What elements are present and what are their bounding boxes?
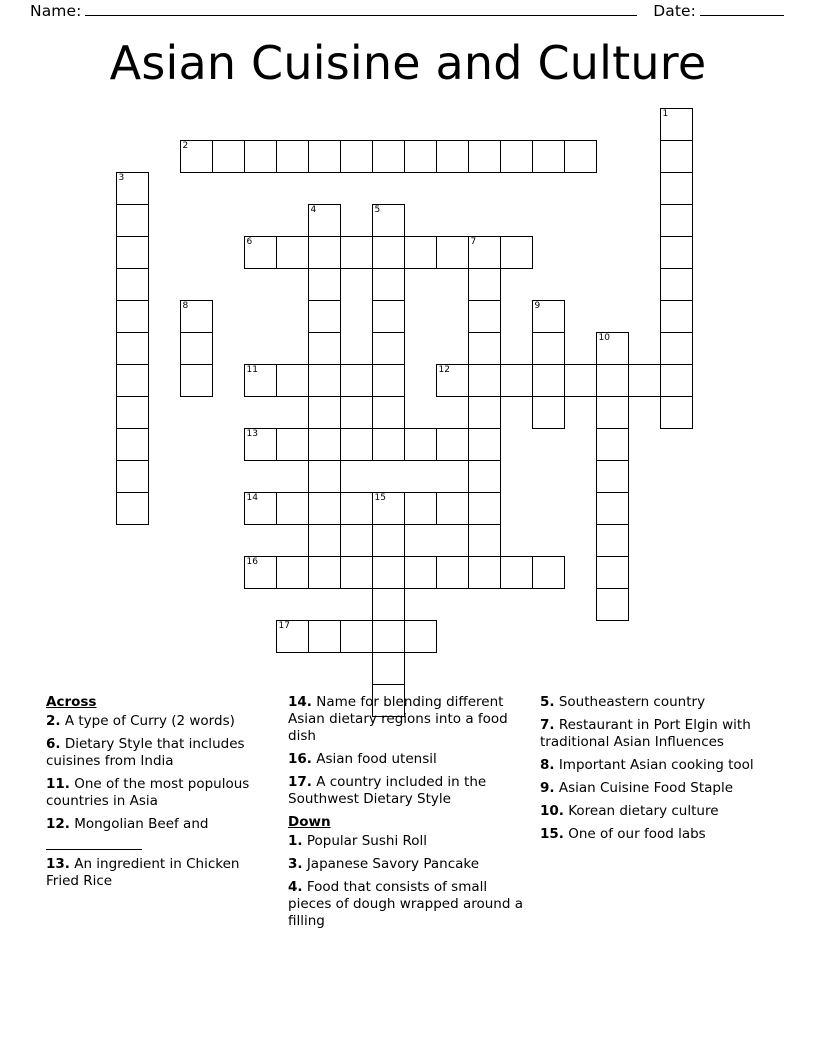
grid-cell[interactable] — [308, 204, 341, 237]
clue-number: 9. — [540, 780, 555, 796]
grid-cell-number: 2 — [182, 141, 189, 151]
grid-cell[interactable] — [116, 396, 149, 429]
grid-cell[interactable] — [244, 492, 277, 525]
clue-number: 15. — [540, 826, 564, 842]
clues-column-2 — [288, 694, 540, 984]
grid-cell[interactable] — [308, 428, 341, 461]
clue-text: Name for blending different Asian dietary regions into a food dish — [288, 694, 508, 744]
grid-cell[interactable] — [276, 556, 309, 589]
grid-cell[interactable] — [468, 332, 501, 365]
clue-number: 1. — [288, 833, 303, 849]
grid-cell[interactable] — [116, 364, 149, 397]
grid-cell[interactable] — [340, 140, 373, 173]
grid-cell[interactable] — [180, 300, 213, 333]
grid-cell[interactable] — [372, 524, 405, 557]
clue-across-13 — [46, 856, 272, 890]
grid-cell[interactable] — [404, 556, 437, 589]
name-date-line — [30, 2, 786, 20]
grid-cell[interactable] — [532, 332, 565, 365]
clue-down-1 — [288, 833, 524, 850]
grid-cell[interactable] — [116, 492, 149, 525]
grid-cell[interactable] — [340, 364, 373, 397]
grid-cell[interactable] — [468, 268, 501, 301]
grid-cell[interactable] — [372, 620, 405, 653]
clue-number: 4. — [288, 879, 303, 895]
grid-cell[interactable] — [404, 428, 437, 461]
clue-text: One of our food labs — [568, 826, 706, 842]
grid-cell[interactable] — [500, 236, 533, 269]
grid-cell[interactable] — [244, 364, 277, 397]
grid-cell[interactable] — [596, 428, 629, 461]
grid-cell[interactable] — [308, 492, 341, 525]
grid-cell[interactable] — [340, 492, 373, 525]
clue-text: Important Asian cooking tool — [558, 757, 754, 773]
grid-cell[interactable] — [116, 172, 149, 205]
clue-number: 6. — [46, 736, 61, 752]
date-blank-rule — [700, 2, 784, 16]
grid-cell[interactable] — [180, 332, 213, 365]
grid-cell[interactable] — [276, 428, 309, 461]
clues-column-1 — [46, 694, 288, 984]
grid-cell[interactable] — [308, 268, 341, 301]
grid-cell[interactable] — [308, 396, 341, 429]
grid-cell[interactable] — [436, 428, 469, 461]
grid-cell[interactable] — [116, 460, 149, 493]
clue-text: Asian Cuisine Food Staple — [558, 780, 734, 796]
grid-cell[interactable] — [468, 492, 501, 525]
grid-cell[interactable] — [276, 364, 309, 397]
grid-cell[interactable] — [372, 588, 405, 621]
grid-cell[interactable] — [180, 364, 213, 397]
clue-number: 14. — [288, 694, 312, 710]
grid-cell[interactable] — [468, 396, 501, 429]
grid-cell[interactable] — [116, 204, 149, 237]
clue-number: 2. — [46, 713, 61, 729]
grid-cell[interactable] — [660, 236, 693, 269]
grid-cell-number: 14 — [246, 493, 258, 503]
grid-cell[interactable] — [596, 588, 629, 621]
grid-cell[interactable] — [564, 364, 597, 397]
answer-blank — [46, 836, 142, 850]
grid-cell[interactable] — [308, 620, 341, 653]
grid-cell[interactable] — [404, 492, 437, 525]
grid-cell-number: 7 — [470, 237, 477, 247]
clues-column-3 — [540, 694, 772, 984]
grid-cell[interactable] — [500, 140, 533, 173]
clue-text: Japanese Savory Pancake — [306, 856, 480, 872]
grid-cell[interactable] — [372, 140, 405, 173]
grid-cell[interactable] — [500, 556, 533, 589]
grid-cell[interactable] — [596, 524, 629, 557]
across-heading: Across — [46, 694, 97, 710]
grid-cell[interactable] — [500, 364, 533, 397]
clues-section — [46, 694, 772, 984]
grid-cell[interactable] — [116, 300, 149, 333]
clue-text: An ingredient in Chicken Fried Rice — [46, 856, 240, 889]
grid-cell[interactable] — [308, 524, 341, 557]
grid-cell[interactable] — [308, 140, 341, 173]
grid-cell[interactable] — [372, 204, 405, 237]
grid-cell[interactable] — [404, 140, 437, 173]
clue-across-17 — [288, 774, 524, 808]
clue-text: One of the most populous countries in Asia — [46, 776, 250, 809]
clue-across-16 — [288, 751, 524, 768]
grid-cell[interactable] — [308, 556, 341, 589]
grid-cell[interactable] — [660, 172, 693, 205]
clue-text: Mongolian Beef and — [74, 816, 209, 832]
grid-cell[interactable] — [532, 556, 565, 589]
grid-cell[interactable] — [180, 140, 213, 173]
grid-cell[interactable] — [340, 620, 373, 653]
grid-cell-number: 13 — [246, 429, 258, 439]
grid-cell[interactable] — [468, 460, 501, 493]
grid-cell[interactable] — [468, 300, 501, 333]
grid-cell[interactable] — [372, 396, 405, 429]
grid-cell[interactable] — [116, 236, 149, 269]
grid-cell[interactable] — [596, 332, 629, 365]
clue-text: Korean dietary culture — [568, 803, 719, 819]
grid-cell[interactable] — [404, 620, 437, 653]
clue-text: A country included in the Southwest Dietary Style — [288, 774, 487, 807]
grid-cell[interactable] — [276, 620, 309, 653]
clue-number: 17. — [288, 774, 312, 790]
grid-cell[interactable] — [372, 268, 405, 301]
clue-text: Food that consists of small pieces of dough wrapped around a filling — [288, 879, 523, 929]
grid-cell[interactable] — [436, 364, 469, 397]
clue-number: 13. — [46, 856, 70, 872]
grid-cell-number: 5 — [374, 205, 381, 215]
grid-cell[interactable] — [468, 428, 501, 461]
grid-cell[interactable] — [308, 460, 341, 493]
clue-number: 12. — [46, 816, 70, 832]
grid-cell[interactable] — [468, 524, 501, 557]
grid-cell[interactable] — [660, 332, 693, 365]
clue-number: 16. — [288, 751, 312, 767]
grid-cell-number: 3 — [118, 173, 125, 183]
grid-cell[interactable] — [372, 332, 405, 365]
crossword-grid[interactable] — [0, 100, 816, 670]
grid-cell[interactable] — [596, 364, 629, 397]
grid-cell[interactable] — [340, 556, 373, 589]
date-label: Date: — [653, 2, 696, 20]
grid-cell-number: 12 — [438, 365, 450, 375]
clue-across-11 — [46, 776, 272, 810]
down-heading: Down — [288, 814, 331, 830]
grid-cell[interactable] — [244, 140, 277, 173]
page-title: Asian Cuisine and Culture — [109, 36, 707, 90]
grid-cell-number: 11 — [246, 365, 258, 375]
grid-cell[interactable] — [308, 364, 341, 397]
grid-cell[interactable] — [628, 364, 661, 397]
grid-cell-number: 6 — [246, 237, 253, 247]
clue-number: 8. — [540, 757, 555, 773]
grid-cell[interactable] — [564, 140, 597, 173]
grid-cell[interactable] — [340, 428, 373, 461]
grid-cell[interactable] — [468, 556, 501, 589]
grid-cell[interactable] — [468, 140, 501, 173]
clue-text: Dietary Style that includes cuisines from India — [46, 736, 245, 769]
name-blank-rule — [85, 2, 637, 16]
clue-across-6 — [46, 736, 272, 770]
grid-cell[interactable] — [436, 236, 469, 269]
grid-cell[interactable] — [436, 492, 469, 525]
clue-across-14 — [288, 694, 524, 745]
grid-cell-number: 15 — [374, 493, 386, 503]
grid-cell[interactable] — [436, 556, 469, 589]
clue-down-5 — [540, 694, 756, 711]
grid-cell[interactable] — [660, 140, 693, 173]
clue-text: A type of Curry (2 words) — [64, 713, 235, 729]
grid-cell[interactable] — [660, 204, 693, 237]
grid-cell[interactable] — [660, 396, 693, 429]
clue-down-3 — [288, 856, 524, 873]
grid-cell[interactable] — [532, 396, 565, 429]
clue-text: Southeastern country — [558, 694, 706, 710]
clue-number: 5. — [540, 694, 555, 710]
grid-cell[interactable] — [116, 268, 149, 301]
clue-down-8 — [540, 757, 756, 774]
clue-text: Asian food utensil — [316, 751, 437, 767]
clue-number: 3. — [288, 856, 303, 872]
clue-down-4 — [288, 879, 524, 930]
grid-cell-number: 8 — [182, 301, 189, 311]
grid-cell[interactable] — [404, 236, 437, 269]
grid-cell[interactable] — [660, 268, 693, 301]
grid-cell[interactable] — [660, 108, 693, 141]
grid-cell[interactable] — [372, 652, 405, 685]
grid-cell[interactable] — [116, 332, 149, 365]
grid-cell[interactable] — [372, 428, 405, 461]
grid-cell[interactable] — [660, 300, 693, 333]
grid-cell[interactable] — [372, 236, 405, 269]
grid-cell-number: 9 — [534, 301, 541, 311]
grid-cell[interactable] — [532, 300, 565, 333]
clue-text: Popular Sushi Roll — [306, 833, 428, 849]
grid-cell[interactable] — [596, 492, 629, 525]
clue-down-7 — [540, 717, 756, 751]
grid-cell[interactable] — [276, 140, 309, 173]
clue-down-10 — [540, 803, 756, 820]
grid-cell[interactable] — [372, 300, 405, 333]
grid-cell[interactable] — [244, 428, 277, 461]
name-label: Name: — [30, 2, 82, 20]
clue-across-2 — [46, 713, 272, 730]
grid-cell[interactable] — [596, 460, 629, 493]
clue-down-15 — [540, 826, 756, 843]
grid-cell[interactable] — [596, 396, 629, 429]
clue-number: 11. — [46, 776, 70, 792]
clue-number: 7. — [540, 717, 555, 733]
grid-cell[interactable] — [244, 556, 277, 589]
grid-cell[interactable] — [308, 236, 341, 269]
grid-cell[interactable] — [468, 364, 501, 397]
grid-cell[interactable] — [532, 364, 565, 397]
grid-cell[interactable] — [436, 140, 469, 173]
clue-text: Restaurant in Port Elgin with traditional Asian Influences — [540, 717, 751, 750]
grid-cell[interactable] — [532, 140, 565, 173]
grid-cell[interactable] — [372, 492, 405, 525]
grid-cell[interactable] — [340, 236, 373, 269]
grid-cell[interactable] — [372, 364, 405, 397]
grid-cell-number: 4 — [310, 205, 317, 215]
grid-cell[interactable] — [308, 300, 341, 333]
clue-down-9 — [540, 780, 756, 797]
grid-cell[interactable] — [372, 556, 405, 589]
grid-cell[interactable] — [468, 236, 501, 269]
grid-cell[interactable] — [276, 492, 309, 525]
grid-cell[interactable] — [276, 236, 309, 269]
grid-cell[interactable] — [244, 236, 277, 269]
grid-cell-number: 10 — [598, 333, 610, 343]
grid-cell-number: 17 — [278, 621, 290, 631]
grid-cell-number: 16 — [246, 557, 258, 567]
grid-cell[interactable] — [596, 556, 629, 589]
clue-across-12 — [46, 816, 272, 850]
clue-number: 10. — [540, 803, 564, 819]
grid-cell[interactable] — [212, 140, 245, 173]
grid-cell-number: 1 — [662, 109, 669, 119]
grid-cell[interactable] — [660, 364, 693, 397]
grid-cell[interactable] — [116, 428, 149, 461]
grid-cell[interactable] — [308, 332, 341, 365]
